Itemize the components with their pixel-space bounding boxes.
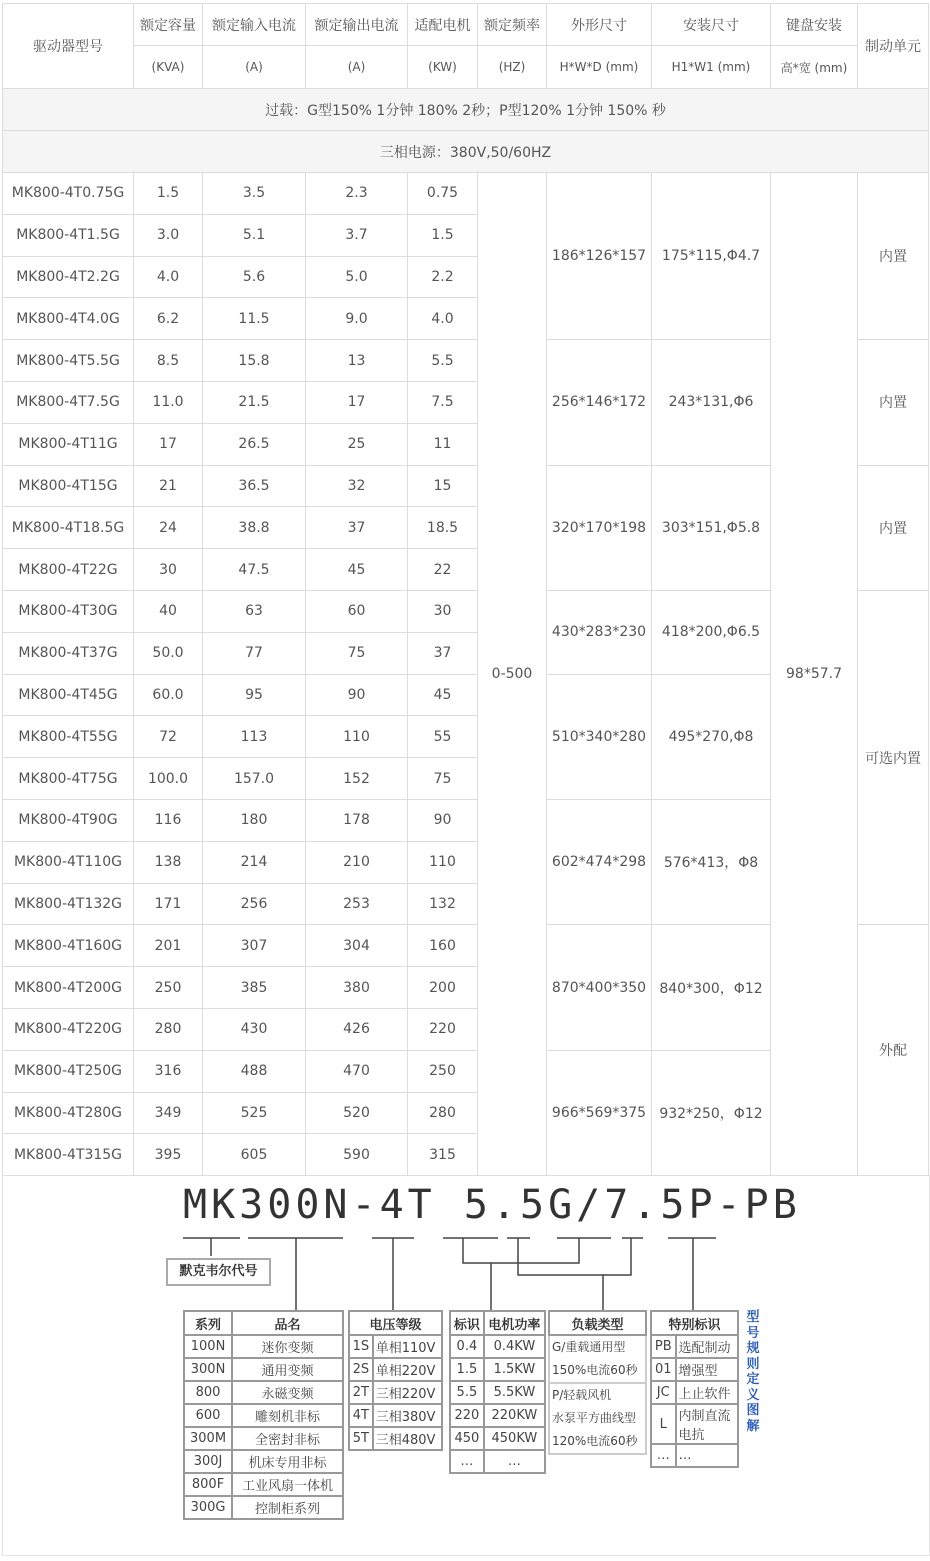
cell-capacity: 40: [134, 590, 203, 632]
cell-model: MK800-4T2.2G: [3, 256, 134, 298]
power-value: 1.5KW: [484, 1358, 545, 1381]
cell-capacity: 30: [134, 549, 203, 591]
list-item: [184, 1335, 343, 1358]
header-row: [349, 1311, 442, 1335]
cell-output-current: 5.0: [306, 256, 408, 298]
cell-input-current: 5.1: [203, 214, 306, 256]
cell-input-current: 3.5: [203, 173, 306, 215]
cell-motor: 15: [408, 465, 478, 507]
cell-capacity: 280: [134, 1008, 203, 1050]
cell-capacity: 50.0: [134, 632, 203, 674]
cell-input-current: 488: [203, 1050, 306, 1092]
header-capacity: 额定容量: [134, 4, 203, 46]
cell-model: MK800-4T55G: [3, 716, 134, 758]
power-table: [449, 1310, 546, 1474]
cell-input-current: 430: [203, 1008, 306, 1050]
special-header: 特别标识: [651, 1311, 738, 1335]
series-header: 系列: [184, 1311, 232, 1335]
cell-outline: 320*170*198: [547, 465, 652, 590]
header-row: [450, 1311, 545, 1335]
cell-capacity: 17: [134, 423, 203, 465]
cell-motor: 5.5: [408, 340, 478, 382]
cell-capacity: 4.0: [134, 256, 203, 298]
cell-model: MK800-4T45G: [3, 674, 134, 716]
power-value: 0.4KW: [484, 1335, 545, 1358]
cell-input-current: 5.6: [203, 256, 306, 298]
list-item: [651, 1444, 738, 1467]
series-code: 100N: [184, 1335, 232, 1358]
mark-header: 标识: [450, 1311, 484, 1335]
cell-motor: 75: [408, 758, 478, 800]
cell-model: MK800-4T1.5G: [3, 214, 134, 256]
list-item: [184, 1450, 343, 1473]
cell-capacity: 6.2: [134, 298, 203, 340]
cell-install: 576*413，Φ8: [652, 799, 771, 924]
cell-motor: 315: [408, 1134, 478, 1176]
voltage-code: 2S: [349, 1358, 373, 1381]
cell-input-current: 180: [203, 799, 306, 841]
cell-capacity: 72: [134, 716, 203, 758]
cell-motor: 11: [408, 423, 478, 465]
cell-frequency: 0-500: [478, 173, 547, 1176]
cell-outline: 602*474*298: [547, 799, 652, 924]
header-input-current: 额定输入电流: [203, 4, 306, 46]
cell-install: 303*151,Φ5.8: [652, 465, 771, 590]
cell-outline: 430*283*230: [547, 590, 652, 674]
series-code: 600: [184, 1404, 232, 1427]
cell-model: MK800-4T132G: [3, 883, 134, 925]
cell-input-current: 307: [203, 925, 306, 967]
cell-capacity: 1.5: [134, 173, 203, 215]
cell-input-current: 47.5: [203, 549, 306, 591]
special-code: L: [651, 1404, 676, 1444]
cell-model: MK800-4T15G: [3, 465, 134, 507]
cell-output-current: 60: [306, 590, 408, 632]
cell-install: 495*270,Φ8: [652, 674, 771, 799]
cell-motor: 90: [408, 799, 478, 841]
header-motor: 适配电机: [408, 4, 478, 46]
cell-outline: 510*340*280: [547, 674, 652, 799]
list-item: [651, 1404, 738, 1444]
cell-motor: 132: [408, 883, 478, 925]
cell-model: MK800-4T280G: [3, 1092, 134, 1134]
cell-install: 840*300，Φ12: [652, 925, 771, 1050]
list-item: [184, 1473, 343, 1496]
header-install: 安装尺寸: [652, 4, 771, 46]
cell-output-current: 590: [306, 1134, 408, 1176]
cell-motor: 1.5: [408, 214, 478, 256]
special-name: 内制直流 电抗: [676, 1404, 738, 1444]
cell-output-current: 178: [306, 799, 408, 841]
unit-frequency: (HZ): [478, 46, 547, 89]
special-code: 01: [651, 1358, 676, 1381]
cell-output-current: 470: [306, 1050, 408, 1092]
cell-install: 175*115,Φ4.7: [652, 173, 771, 340]
voltage-name: 单相110V: [373, 1335, 442, 1358]
list-item: [349, 1427, 442, 1450]
special-name: 增强型: [676, 1358, 738, 1381]
cell-input-current: 26.5: [203, 423, 306, 465]
series-code: 800F: [184, 1473, 232, 1496]
power-note: 三相电源：380V,50/60HZ: [3, 131, 929, 173]
cell-motor: 55: [408, 716, 478, 758]
cell-output-current: 25: [306, 423, 408, 465]
cell-input-current: 77: [203, 632, 306, 674]
cell-outline: 966*569*375: [547, 1050, 652, 1175]
cell-output-current: 2.3: [306, 173, 408, 215]
cell-input-current: 214: [203, 841, 306, 883]
cell-output-current: 75: [306, 632, 408, 674]
voltage-code: 5T: [349, 1427, 373, 1450]
cell-motor: 0.75: [408, 173, 478, 215]
cell-input-current: 385: [203, 967, 306, 1009]
power-value: 5.5KW: [484, 1381, 545, 1404]
cell-brake: 内置: [858, 465, 929, 590]
cell-model: MK800-4T220G: [3, 1008, 134, 1050]
brand-code-label: 默克韦尔代号: [166, 1258, 271, 1286]
cell-brake: 可选内置: [858, 590, 929, 924]
load-type: P/轻载风机 水泵平方曲线型 120%电流60秒: [549, 1383, 646, 1454]
cell-capacity: 349: [134, 1092, 203, 1134]
cell-outline: 256*146*172: [547, 340, 652, 465]
cell-output-current: 520: [306, 1092, 408, 1134]
name-header: 品名: [232, 1311, 343, 1335]
cell-model: MK800-4T37G: [3, 632, 134, 674]
header-brake: 制动单元: [858, 4, 929, 89]
overload-note: 过载：G型150% 1分钟 180% 2秒；P型120% 1分钟 150% 秒: [3, 89, 929, 131]
series-name: 通用变频: [232, 1358, 343, 1381]
cell-output-current: 37: [306, 507, 408, 549]
list-item: [450, 1427, 545, 1450]
power-value: 220KW: [484, 1404, 545, 1427]
list-item: [349, 1381, 442, 1404]
series-name: 永磁变频: [232, 1381, 343, 1404]
voltage-name: 三相380V: [373, 1404, 442, 1427]
list-item: [549, 1383, 646, 1454]
header-keypad: 键盘安装: [771, 4, 858, 46]
cell-model: MK800-4T7.5G: [3, 381, 134, 423]
cell-model: MK800-4T110G: [3, 841, 134, 883]
cell-output-current: 45: [306, 549, 408, 591]
cell-output-current: 110: [306, 716, 408, 758]
cell-capacity: 116: [134, 799, 203, 841]
cell-capacity: 171: [134, 883, 203, 925]
load-header: 负载类型: [549, 1311, 646, 1335]
special-code: JC: [651, 1381, 676, 1404]
list-item: [349, 1335, 442, 1358]
power-code: 5.5: [450, 1381, 484, 1404]
header-outline: 外形尺寸: [547, 4, 652, 46]
cell-capacity: 24: [134, 507, 203, 549]
unit-install: H1*W1 (mm): [652, 46, 771, 89]
cell-model: MK800-4T315G: [3, 1134, 134, 1176]
cell-model: MK800-4T200G: [3, 967, 134, 1009]
header-row: [549, 1311, 646, 1335]
power-header: 电机功率: [484, 1311, 545, 1335]
load-table: [548, 1310, 647, 1455]
cell-motor: 4.0: [408, 298, 478, 340]
power-value: …: [484, 1450, 545, 1473]
cell-output-current: 210: [306, 841, 408, 883]
header-row: [184, 1311, 343, 1335]
list-item: [184, 1358, 343, 1381]
list-item: [349, 1404, 442, 1427]
cell-input-current: 38.8: [203, 507, 306, 549]
cell-output-current: 3.7: [306, 214, 408, 256]
cell-input-current: 21.5: [203, 381, 306, 423]
cell-brake: 内置: [858, 173, 929, 340]
cell-install: 932*250，Φ12: [652, 1050, 771, 1175]
unit-capacity: (KVA): [134, 46, 203, 89]
cell-motor: 18.5: [408, 507, 478, 549]
special-code: PB: [651, 1335, 676, 1358]
cell-capacity: 3.0: [134, 214, 203, 256]
cell-motor: 37: [408, 632, 478, 674]
cell-model: MK800-4T250G: [3, 1050, 134, 1092]
cell-motor: 280: [408, 1092, 478, 1134]
special-name: …: [676, 1444, 738, 1467]
cell-motor: 7.5: [408, 381, 478, 423]
cell-motor: 220: [408, 1008, 478, 1050]
cell-capacity: 250: [134, 967, 203, 1009]
cell-model: MK800-4T4.0G: [3, 298, 134, 340]
cell-capacity: 316: [134, 1050, 203, 1092]
model-code-example: MK300N-4T 5.5G/7.5P-PB: [183, 1182, 801, 1228]
cell-model: MK800-4T90G: [3, 799, 134, 841]
voltage-code: 1S: [349, 1335, 373, 1358]
cell-input-current: 63: [203, 590, 306, 632]
cell-capacity: 138: [134, 841, 203, 883]
power-code: 220: [450, 1404, 484, 1427]
cell-output-current: 426: [306, 1008, 408, 1050]
series-name: 机床专用非标: [232, 1450, 343, 1473]
series-code: 300N: [184, 1358, 232, 1381]
cell-outline: 186*126*157: [547, 173, 652, 340]
cell-capacity: 21: [134, 465, 203, 507]
load-type: G/重载通用型 150%电流60秒: [549, 1335, 646, 1383]
cell-output-current: 13: [306, 340, 408, 382]
cell-install: 418*200,Φ6.5: [652, 590, 771, 674]
cell-model: MK800-4T11G: [3, 423, 134, 465]
series-code: 300G: [184, 1496, 232, 1519]
diagram-side-title: 型号规则定义图解: [746, 1310, 760, 1434]
list-item: [450, 1381, 545, 1404]
special-name: 选配制动: [676, 1335, 738, 1358]
voltage-code: 4T: [349, 1404, 373, 1427]
list-item: [450, 1404, 545, 1427]
special-code: …: [651, 1444, 676, 1467]
header-frequency: 额定频率: [478, 4, 547, 46]
cell-motor: 30: [408, 590, 478, 632]
power-code: 450: [450, 1427, 484, 1450]
cell-output-current: 9.0: [306, 298, 408, 340]
cell-motor: 110: [408, 841, 478, 883]
cell-motor: 22: [408, 549, 478, 591]
cell-output-current: 90: [306, 674, 408, 716]
cell-capacity: 100.0: [134, 758, 203, 800]
cell-capacity: 60.0: [134, 674, 203, 716]
cell-input-current: 95: [203, 674, 306, 716]
list-item: [651, 1358, 738, 1381]
list-item: [184, 1404, 343, 1427]
cell-install: 243*131,Φ6: [652, 340, 771, 465]
cell-model: MK800-4T22G: [3, 549, 134, 591]
power-code: 1.5: [450, 1358, 484, 1381]
cell-output-current: 380: [306, 967, 408, 1009]
series-code: 300J: [184, 1450, 232, 1473]
unit-motor: (KW): [408, 46, 478, 89]
series-name: 全密封非标: [232, 1427, 343, 1450]
list-item: [549, 1335, 646, 1383]
list-item: [450, 1335, 545, 1358]
list-item: [184, 1427, 343, 1450]
voltage-name: 单相220V: [373, 1358, 442, 1381]
voltage-name: 三相480V: [373, 1427, 442, 1450]
series-code: 800: [184, 1381, 232, 1404]
list-item: [651, 1381, 738, 1404]
cell-output-current: 253: [306, 883, 408, 925]
unit-outline: H*W*D (mm): [547, 46, 652, 89]
cell-motor: 2.2: [408, 256, 478, 298]
cell-outline: 870*400*350: [547, 925, 652, 1050]
cell-model: MK800-4T18.5G: [3, 507, 134, 549]
cell-motor: 160: [408, 925, 478, 967]
unit-keypad: 高*宽 (mm): [771, 46, 858, 89]
cell-capacity: 395: [134, 1134, 203, 1176]
voltage-code: 2T: [349, 1381, 373, 1404]
series-name: 控制柜系列: [232, 1496, 343, 1519]
special-table: [650, 1310, 739, 1468]
cell-input-current: 11.5: [203, 298, 306, 340]
series-name: 雕刻机非标: [232, 1404, 343, 1427]
cell-model: MK800-4T5.5G: [3, 340, 134, 382]
cell-capacity: 8.5: [134, 340, 203, 382]
header-output-current: 额定输出电流: [306, 4, 408, 46]
series-name: 迷你变频: [232, 1335, 343, 1358]
special-name: 上止软件: [676, 1381, 738, 1404]
cell-model: MK800-4T160G: [3, 925, 134, 967]
voltage-header: 电压等级: [349, 1311, 442, 1335]
voltage-name: 三相220V: [373, 1381, 442, 1404]
unit-input-current: (A): [203, 46, 306, 89]
list-item: [651, 1335, 738, 1358]
voltage-table: [348, 1310, 443, 1451]
cell-input-current: 36.5: [203, 465, 306, 507]
cell-input-current: 113: [203, 716, 306, 758]
list-item: [184, 1496, 343, 1519]
cell-motor: 45: [408, 674, 478, 716]
cell-output-current: 304: [306, 925, 408, 967]
cell-input-current: 15.8: [203, 340, 306, 382]
cell-output-current: 17: [306, 381, 408, 423]
cell-capacity: 11.0: [134, 381, 203, 423]
header-model: 驱动器型号: [3, 4, 134, 89]
cell-model: MK800-4T75G: [3, 758, 134, 800]
cell-keypad: 98*57.7: [771, 173, 858, 1176]
cell-input-current: 605: [203, 1134, 306, 1176]
cell-input-current: 157.0: [203, 758, 306, 800]
cell-motor: 250: [408, 1050, 478, 1092]
power-code: 0.4: [450, 1335, 484, 1358]
cell-model: MK800-4T30G: [3, 590, 134, 632]
cell-input-current: 256: [203, 883, 306, 925]
cell-output-current: 32: [306, 465, 408, 507]
list-item: [450, 1450, 545, 1473]
cell-capacity: 201: [134, 925, 203, 967]
cell-model: MK800-4T0.75G: [3, 173, 134, 215]
list-item: [184, 1381, 343, 1404]
unit-output-current: (A): [306, 46, 408, 89]
cell-input-current: 525: [203, 1092, 306, 1134]
cell-motor: 200: [408, 967, 478, 1009]
header-row: [651, 1311, 738, 1335]
series-table: [183, 1310, 344, 1520]
list-item: [450, 1358, 545, 1381]
cell-brake: 外配: [858, 925, 929, 1176]
power-code: …: [450, 1450, 484, 1473]
series-code: 300M: [184, 1427, 232, 1450]
series-name: 工业风扇一体机: [232, 1473, 343, 1496]
list-item: [349, 1358, 442, 1381]
power-value: 450KW: [484, 1427, 545, 1450]
cell-output-current: 152: [306, 758, 408, 800]
cell-brake: 内置: [858, 340, 929, 465]
